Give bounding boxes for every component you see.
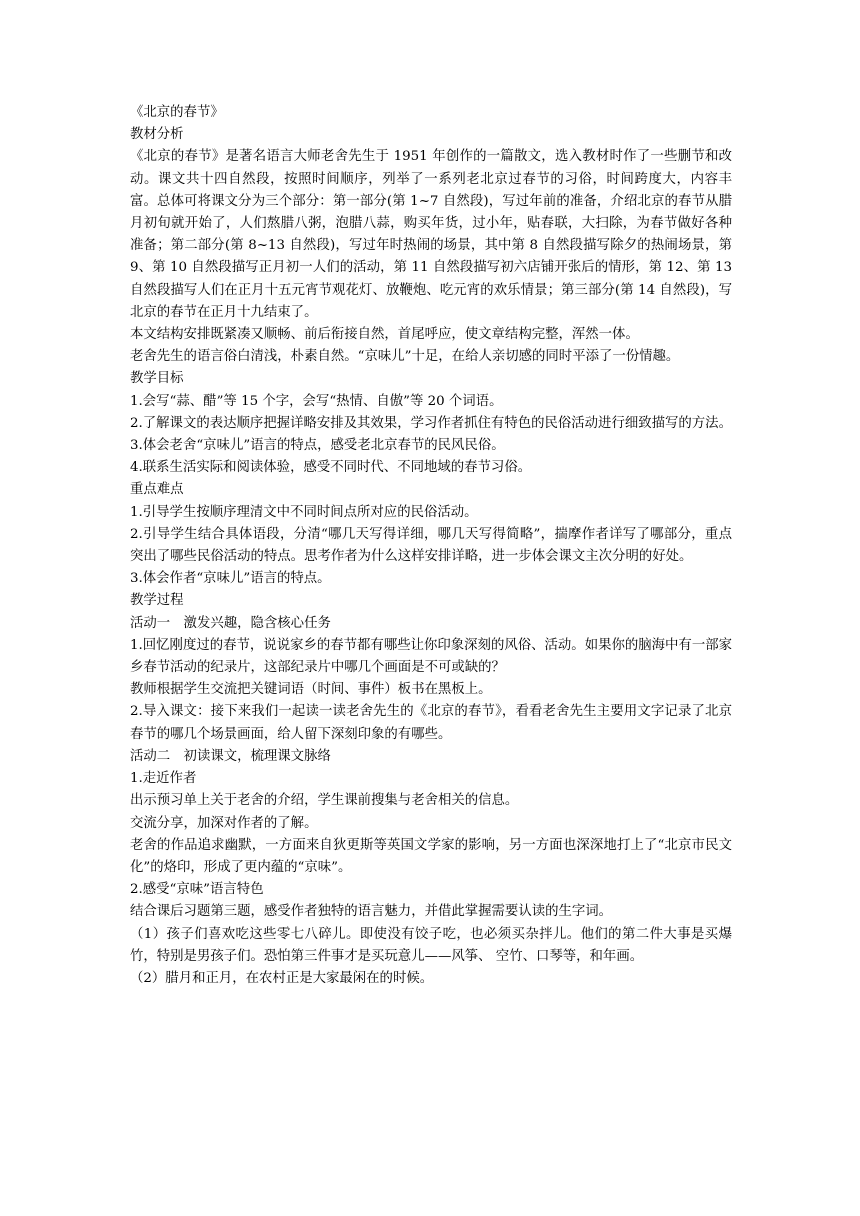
document-title: 《北京的春节》: [130, 105, 224, 120]
activity-subheading: 1.走近作者: [130, 771, 197, 787]
key-point-item: 2.引导学生结合具体语段，分清“哪几天写得详细，哪几天写得简略”，揣摩作者详写了哪部分，重点突出了哪些民俗活动的特点。思考作者为什么这样安排详略，进一步体会课文主次分明的好处。: [130, 526, 732, 565]
activity-heading: 活动一 激发兴趣，隐含核心任务: [130, 615, 331, 631]
section-heading-analysis: 教材分析: [130, 127, 184, 143]
activity-note: 交流分享，加深对作者的了解。: [130, 815, 318, 831]
goal-item: 3.体会老舍“京味儿”语言的特点，感受老北京春节的民风民俗。: [130, 438, 505, 454]
example-sentence: （1）孩子们喜欢吃这些零七八碎儿。即使没有饺子吃，也必须买杂拌儿。他们的第二件大事是买爆竹，特别是男孩子们。恐怕第三件事才是买玩意儿——风筝、 空竹、口琴等，和年画。: [130, 926, 732, 964]
goal-item: 1.会写“蒜、醋”等 15 个字，会写“热情、自傲”等 20 个词语。: [130, 393, 503, 409]
key-point-item: 3.体会作者“京味儿”语言的特点。: [130, 571, 331, 587]
activity-step: 1.回忆刚度过的春节，说说家乡的春节都有哪些让你印象深刻的风俗、活动。如果你的脑海中有一部家乡春节活动的纪录片，这部纪录片中哪几个画面是不可或缺的？: [130, 637, 732, 676]
activity-note: 出示预习单上关于老舍的介绍，学生课前搜集与老舍相关的信息。: [130, 793, 519, 809]
goal-item: 4.联系生活实际和阅读体验，感受不同时代、不同地域的春节习俗。: [130, 460, 532, 476]
author-paragraph: 老舍的作品追求幽默，一方面来自狄更斯等英国文学家的影响，另一方面也深深地打上了“北京市民文化”的烙印，形成了更内蕴的“京味”。: [130, 837, 732, 875]
activity-step: 2.导入课文：接下来我们一起读一读老舍先生的《北京的春节》，看看老舍先生主要用文字记录了北京春节的哪几个场景画面，给人留下深刻印象的有哪些。: [130, 704, 732, 742]
activity-heading: 活动二 初读课文，梳理课文脉络: [130, 748, 331, 764]
example-sentence: （2）腊月和正月，在农村正是大家最闲在的时候。: [130, 970, 434, 986]
structure-paragraph: 本文结构安排既紧凑又顺畅、前后衔接自然，首尾呼应，使文章结构完整，浑然一体。: [130, 327, 639, 343]
section-heading-goals: 教学目标: [130, 371, 184, 387]
activity-note: 结合课后习题第三题，感受作者独特的语言魅力，并借此掌握需要认读的生字词。: [130, 904, 613, 920]
document-page: [130, 102, 732, 990]
section-heading-process: 教学过程: [130, 593, 184, 609]
key-point-item: 1.引导学生按顺序理清文中不同时间点所对应的民俗活动。: [130, 504, 478, 520]
goal-item: 2.了解课文的表达顺序把握详略安排及其效果，学习作者抓住有特色的民俗活动进行细致描写的方法。: [130, 415, 732, 431]
section-heading-key-points: 重点难点: [130, 482, 184, 498]
activity-note: 教师根据学生交流把关键词语（时间、事件）板书在黑板上。: [130, 682, 492, 698]
activity-subheading: 2.感受“京味”语言特色: [130, 882, 264, 898]
analysis-paragraph: 《北京的春节》是著名语言大师老舍先生于 1951 年创作的一篇散文，选入教材时作了一些删节和改动。课文共十四自然段，按照时间顺序，列举了一系列老北京过春节的习俗，时间跨度大，内容丰富。总体可将课文分为三个部分：第一部分(第 1~7 自然段)，写过年前的准备，介绍北京的春节从腊月初旬就开始了，人们熬腊八粥，泡腊八蒜，购买年货，过小年，贴春联，大扫除，为春节做好各种准备；第二部分(第 8~13 自然段)，写过年时热闹的场景，其中第 8 自然段描写除夕的热闹场景，第 9、第 10 自然段描写正月初一人们的活动，第 11 自然段描写初六店铺开张后的情形，第 12、第 13 自然段描写人们在正月十五元宵节观花灯、放鞭炮、吃元宵的欢乐情景；第三部分(第 14 自然段)，写北京的春节在正月十九结束了。: [130, 149, 732, 320]
language-paragraph: 老舍先生的语言俗白清浅，朴素自然。“京味儿”十足，在给人亲切感的同时平添了一份情趣。: [130, 349, 680, 365]
